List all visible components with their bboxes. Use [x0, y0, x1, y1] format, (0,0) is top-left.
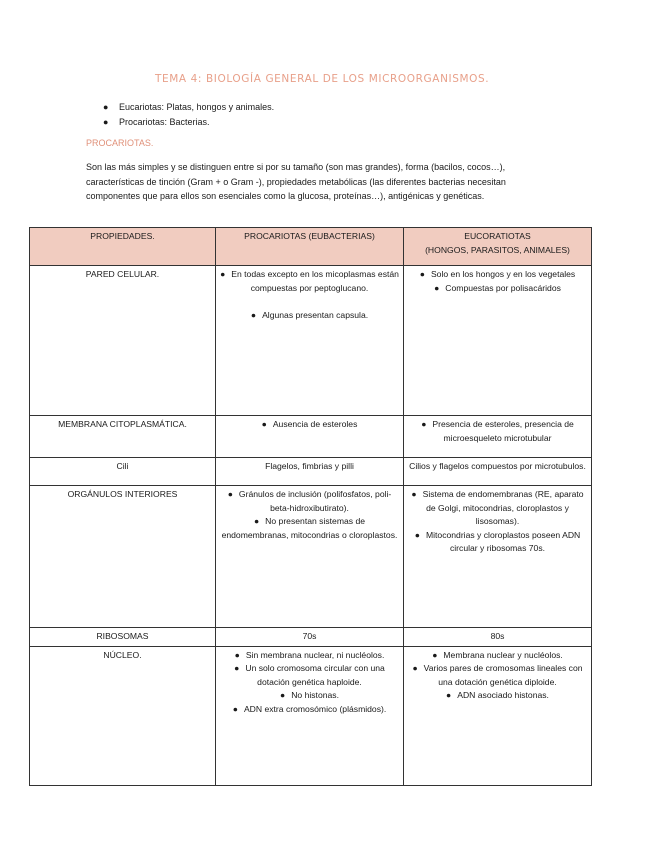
- comparison-table: [29, 227, 592, 786]
- bullet-icon: ●: [234, 649, 240, 660]
- list-item: ● Presencia de esteroles, presencia de microesqueleto microtubular: [421, 419, 574, 443]
- list-item: ● Mitocondrias y cloroplastos poseen ADN circular y ribosomas 70s.: [414, 529, 581, 553]
- header-properties: PROPIEDADES.: [30, 228, 216, 266]
- table-row: [30, 416, 592, 458]
- list-item: ● No histonas.: [220, 689, 399, 703]
- bullet-icon: ●: [421, 419, 427, 429]
- table-row: [30, 486, 592, 628]
- row-property: NÚCLEO.: [30, 646, 216, 785]
- table-row: [30, 266, 592, 416]
- list-item: [103, 115, 274, 130]
- row-property: MEMBRANA CITOPLASMÁTICA.: [30, 416, 216, 458]
- section-heading: PROCARIOTAS.: [86, 138, 154, 148]
- bullet-icon: ●: [103, 102, 109, 112]
- row-prokaryote-cell: [216, 486, 404, 628]
- list-item: ● Ausencia de esteroles: [220, 418, 399, 432]
- bullet-icon: ●: [411, 489, 417, 499]
- bullet-icon: ●: [232, 703, 238, 714]
- list-item: ● Varios pares de cromosomas lineales con una dotación genética diploide.: [412, 663, 583, 687]
- intro-list: [103, 100, 274, 130]
- row-property: PARED CELULAR.: [30, 266, 216, 416]
- bullet-icon: ●: [280, 690, 286, 700]
- row-property: RIBOSOMAS: [30, 628, 216, 647]
- bullet-icon: ●: [419, 269, 425, 279]
- bullet-icon: ●: [432, 649, 438, 660]
- header-prokaryotes: PROCARIOTAS (EUBACTERIAS): [216, 228, 404, 266]
- intro-paragraph: Son las más simples y se distinguen entre si por su tamaño (son mas grandes), forma (bacilos, cocos…), características de tinción (Gram + o Gram -), propiedades metabólicas (las diferentes bacterias necesitan componentes que para ellos son esenciales como la glucosa, proteínas…), antigénicas y genéticas.: [86, 162, 506, 201]
- list-item: ● ADN asociado histonas.: [408, 689, 587, 703]
- bullet-icon: ●: [434, 282, 440, 293]
- bullet-icon: ●: [250, 310, 257, 320]
- bullet-icon: ●: [261, 419, 267, 429]
- list-item: ● Sistema de endomembranas (RE, aparato de Golgi, mitocondrias, cloroplastos y lisosomas).: [411, 489, 584, 526]
- bullet-icon: ●: [253, 516, 260, 526]
- bullet-icon: ●: [446, 690, 452, 700]
- bullet-icon: ●: [414, 529, 420, 540]
- list-item: ● En todas excepto en los micoplasmas están compuestas por peptoglucano.: [220, 269, 399, 293]
- bullet-icon: ●: [227, 489, 233, 499]
- row-property: Cili: [30, 458, 216, 486]
- list-item: ● Algunas presentan capsula.: [220, 309, 399, 323]
- list-item-text: Procariotas: Bacterias.: [119, 117, 210, 127]
- row-prokaryote-cell: [216, 266, 404, 416]
- table-row: [30, 646, 592, 785]
- list-item: ● Un solo cromosoma circular con una dotación genética haploide.: [234, 663, 385, 687]
- list-item: ● Solo en los hongos y en los vegetales: [408, 268, 587, 282]
- header-eukaryotes: EUCORATIOTAS (HONGOS, PARASITOS, ANIMALES): [404, 228, 592, 266]
- list-item: ● Compuestas por polisacáridos: [408, 282, 587, 296]
- table-row: [30, 458, 592, 486]
- row-prokaryote-cell: 70s: [216, 628, 404, 647]
- list-item: ● ADN extra cromosómico (plásmidos).: [220, 703, 399, 717]
- row-property: ORGÁNULOS INTERIORES: [30, 486, 216, 628]
- bullet-icon: ●: [220, 269, 226, 279]
- list-item: ● No presentan sistemas de endomembranas, mitocondrias o cloroplastos.: [221, 516, 398, 540]
- list-item: ● Sin membrana nuclear, ni nucléolos.: [220, 649, 399, 663]
- list-item: ● Membrana nuclear y nucléolos.: [408, 649, 587, 663]
- row-eukaryote-cell: [404, 486, 592, 628]
- row-prokaryote-cell: [216, 416, 404, 458]
- page-title: TEMA 4: BIOLOGÍA GENERAL DE LOS MICROORGANISMOS.: [155, 73, 490, 85]
- bullet-icon: ●: [234, 663, 240, 673]
- table-row: [30, 628, 592, 647]
- row-eukaryote-cell: Cilios y flagelos compuestos por microtubulos.: [404, 458, 592, 486]
- row-prokaryote-cell: Flagelos, fimbrias y pilli: [216, 458, 404, 486]
- row-eukaryote-cell: [404, 416, 592, 458]
- list-item: ● Gránulos de inclusión (polifosfatos, poli-beta-hidroxibutirato).: [227, 489, 392, 513]
- row-eukaryote-cell: 80s: [404, 628, 592, 647]
- bullet-icon: ●: [412, 663, 418, 673]
- row-eukaryote-cell: [404, 646, 592, 785]
- list-item: [103, 100, 274, 115]
- row-eukaryote-cell: [404, 266, 592, 416]
- bullet-icon: ●: [103, 117, 109, 127]
- row-prokaryote-cell: [216, 646, 404, 785]
- list-item-text: Eucariotas: Platas, hongos y animales.: [119, 102, 275, 112]
- table-header-row: [30, 228, 592, 266]
